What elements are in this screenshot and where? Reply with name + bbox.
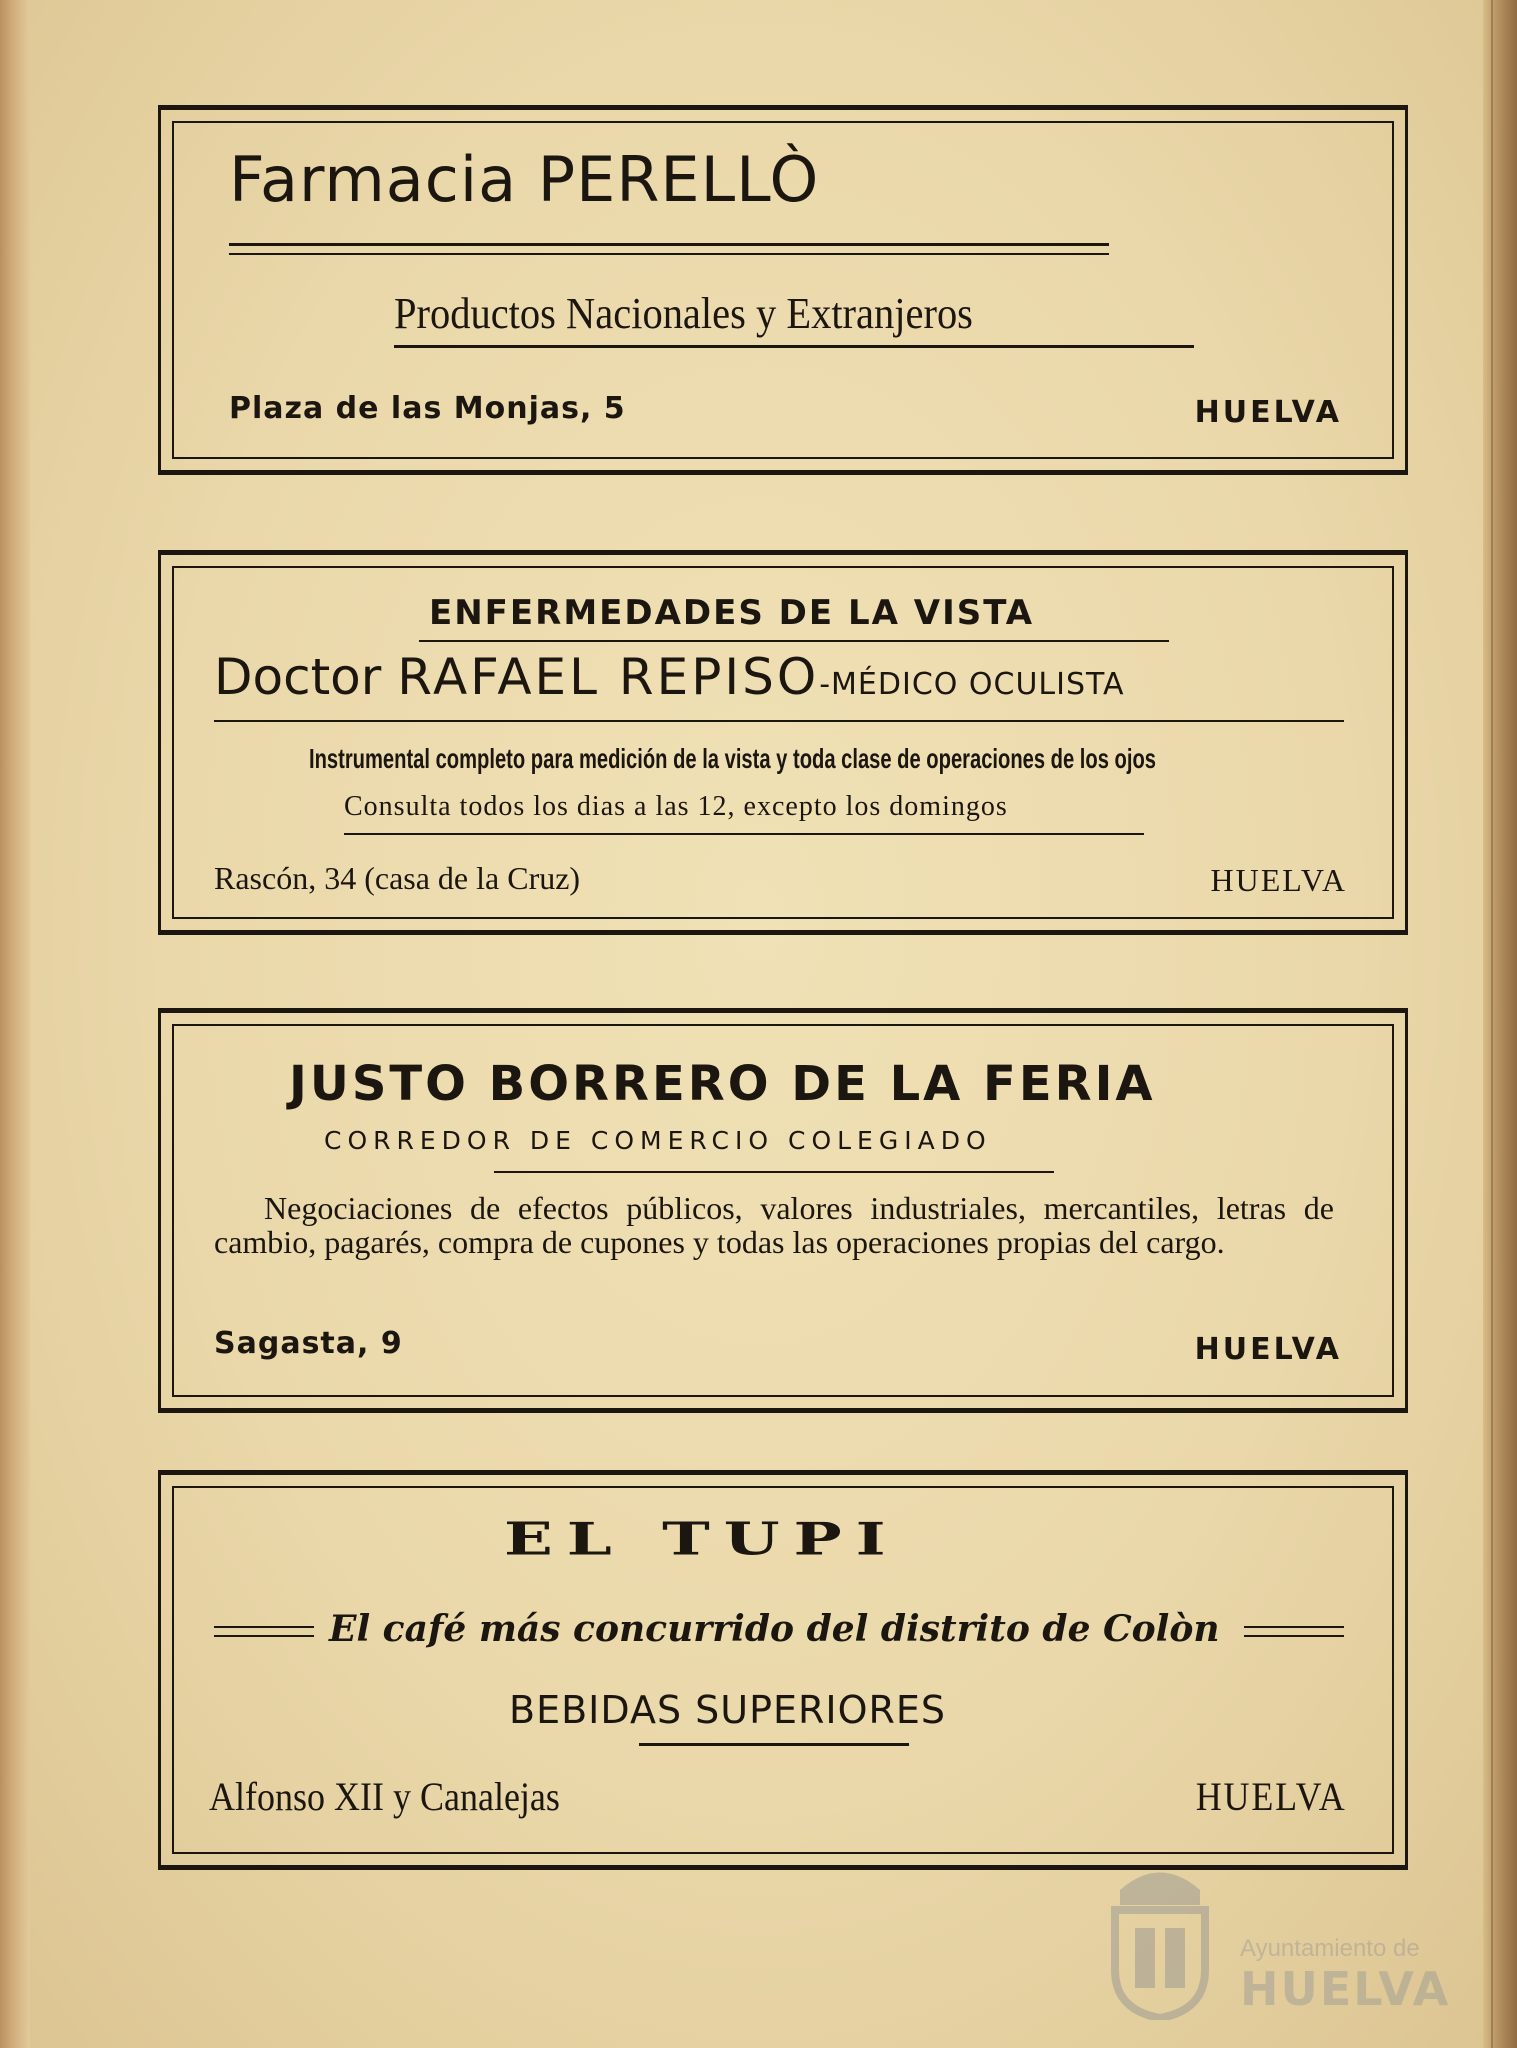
ad-doctor-repiso [158, 550, 1408, 935]
ad-city: HUELVA [1194, 395, 1342, 430]
ad-drinks: BEBIDAS SUPERIORES [509, 1688, 947, 1732]
ad-city: HUELVA [1210, 862, 1347, 898]
ad-name: EL TUPI [504, 1513, 900, 1566]
subtitle-underline [394, 345, 1194, 348]
ad-address: Alfonso XII y Canalejas [209, 1774, 560, 1819]
consulta-underline [344, 833, 1144, 835]
ad-address: Rascón, 34 (casa de la Cruz) [214, 860, 581, 896]
drinks-underline [639, 1743, 909, 1746]
ad-instrumental: Instrumental completo para medición de la vista y toda clase de operaciones de los ojos [309, 743, 1156, 774]
ad-city: HUELVA [1196, 1774, 1347, 1819]
ad-el-tupi [158, 1470, 1408, 1870]
title-underline [229, 243, 1109, 246]
role-underline [494, 1171, 1054, 1173]
slogan-rule-left-2 [214, 1635, 314, 1637]
ad-doctor-line [214, 648, 1125, 706]
doctor-prefix: Doctor [214, 648, 398, 706]
ad-farmacia-perello [158, 105, 1408, 475]
slogan-rule-left-1 [214, 1626, 314, 1628]
watermark-line1: Ayuntamiento de [1240, 1935, 1420, 1962]
crest-icon [1100, 1850, 1220, 2020]
slogan-rule-right-2 [1244, 1635, 1344, 1637]
ad-description: Negociaciones de efectos públicos, valores industriales, mercantiles, letras de cambio, pagarés, compra de cupones y todas las operaciones propias del cargo. [214, 1190, 1334, 1260]
ad-address: Sagasta, 9 [214, 1326, 403, 1361]
slogan-rule-right-1 [1244, 1626, 1344, 1628]
archive-watermark [1100, 1850, 1490, 2030]
ad-consulta: Consulta todos los dias a las 12, excepto los domingos [344, 791, 1008, 822]
doctor-name: RAFAEL REPISO [397, 648, 820, 706]
watermark-line2: HUELVA [1240, 1962, 1451, 2016]
title-underline-thin [229, 253, 1109, 255]
ad-subtitle: Productos Nacionales y Extranjeros [394, 289, 973, 338]
page-right-edge [1483, 0, 1517, 2048]
page-left-edge [0, 0, 30, 2048]
doctor-role: -MÉDICO OCULISTA [819, 667, 1125, 702]
doctor-underline [214, 720, 1344, 722]
heading-underline [419, 640, 1169, 642]
ad-borrero [158, 1008, 1408, 1413]
ad-title: Farmacia PERELLÒ [229, 143, 820, 216]
ad-city: HUELVA [1194, 1332, 1342, 1367]
ad-slogan: El café más concurrido del distrito de Colòn [329, 1608, 1220, 1650]
ad-heading: ENFERMEDADES DE LA VISTA [429, 593, 1035, 633]
ad-role: CORREDOR DE COMERCIO COLEGIADO [324, 1126, 992, 1155]
ad-address: Plaza de las Monjas, 5 [229, 391, 626, 426]
ad-name: JUSTO BORRERO DE LA FERIA [289, 1056, 1156, 1112]
